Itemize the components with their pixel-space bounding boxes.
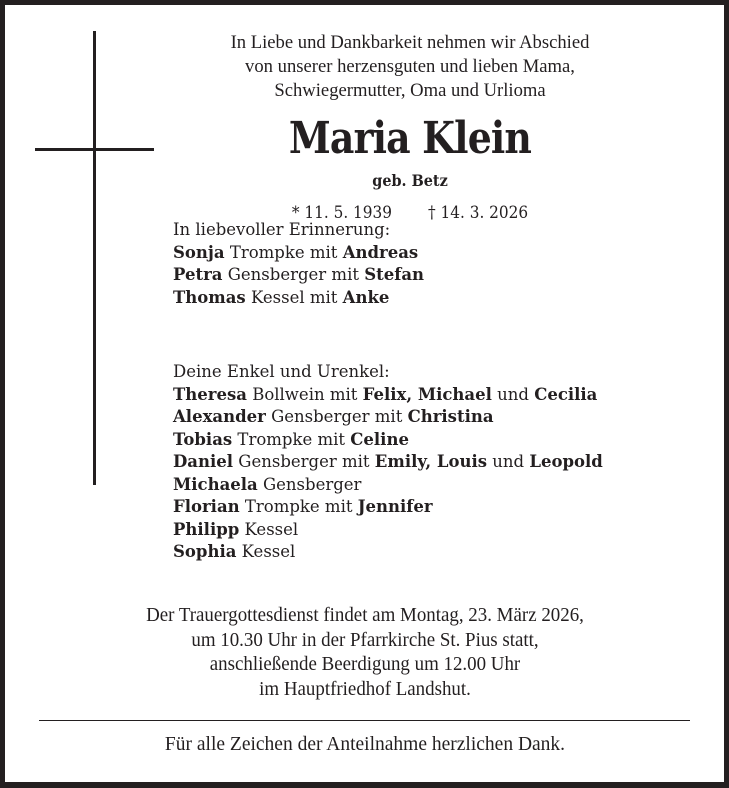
mourner-line: Theresa Bollwein mit Felix, Michael und Cecilia: [173, 384, 598, 404]
mourner-line: Thomas Kessel mit Anke: [173, 287, 390, 307]
mourner-line: Michaela Gensberger: [173, 474, 362, 494]
section-label: In liebevoller Erinnerung:: [173, 220, 391, 239]
mourner-line: Daniel Gensberger mit Emily, Louis und Leopold: [173, 452, 603, 471]
ceremony-line: anschließende Beerdigung um 12.00 Uhr: [209, 654, 521, 675]
grandchildren-section: [173, 361, 603, 564]
birth-date: * 11. 5. 1939: [291, 203, 392, 223]
death-date: † 14. 3. 2026: [428, 203, 529, 223]
intro-line: Schwiegermutter, Oma und Urlioma: [274, 80, 546, 101]
ceremony-line: Der Trauergottesdienst findet am Montag, 23. März 2026,: [146, 605, 584, 626]
ceremony-line: um 10.30 Uhr in der Pfarrkirche St. Pius statt,: [191, 629, 539, 651]
children-section: [173, 219, 424, 309]
mourner-line: Sonja Trompke mit Andreas: [173, 242, 419, 262]
mourner-line: Sophia Kessel: [173, 542, 296, 561]
mourner-line: Petra Gensberger mit Stefan: [173, 265, 425, 284]
mourner-line: Tobias Trompke mit Celine: [173, 429, 409, 449]
intro-text: [165, 31, 655, 103]
ceremony-info: [50, 604, 681, 702]
birth-name: geb. Betz: [372, 171, 448, 190]
mourner-line: Florian Trompke mit Jennifer: [173, 497, 433, 516]
ceremony-line: im Hauptfriedhof Landshut.: [259, 678, 471, 700]
intro-line: von unserer herzensguten und lieben Mama,: [245, 56, 575, 77]
intro-line: In Liebe und Dankbarkeit nehmen wir Abschied: [230, 32, 590, 53]
deceased-name: Maria Klein: [288, 113, 532, 164]
thanks-text: Für alle Zeichen der Anteilnahme herzlichen Dank.: [164, 734, 566, 755]
cross-icon-horizontal: [35, 148, 154, 151]
cross-icon-vertical: [93, 31, 96, 485]
mourner-line: Alexander Gensberger mit Christina: [173, 407, 494, 426]
divider: [39, 720, 690, 721]
mourner-line: Philipp Kessel: [173, 519, 299, 539]
section-label: Deine Enkel und Urenkel:: [173, 362, 390, 381]
